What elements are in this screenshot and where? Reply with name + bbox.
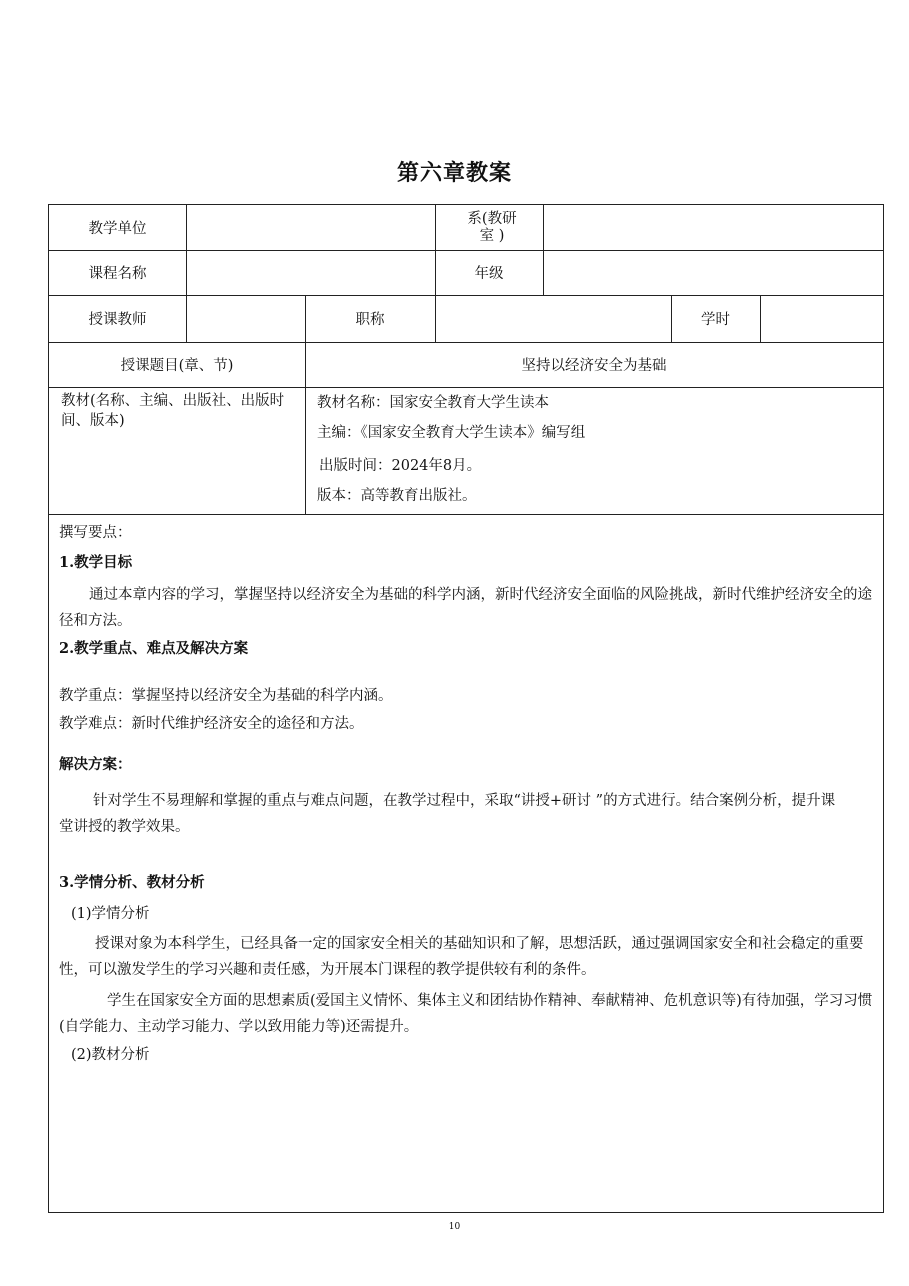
key-point: 教学重点：掌握坚持以经济安全为基础的科学内涵。 [59, 688, 393, 704]
hours-value [760, 295, 883, 342]
rank-value [435, 295, 671, 342]
difficult-point: 教学难点：新时代维护经济安全的途径和方法。 [59, 716, 364, 732]
subsection-1-para-1: 授课对象为本科学生，已经具备一定的国家安全相关的基础知识和了解，思想活跃，通过强调国家安全和社会稳定的重要性，可以激发学生的学习兴趣和责任感，为开展本门课程的教学提供较有利的条件。 [59, 936, 864, 978]
topic-value: 坚持以经济安全为基础 [521, 358, 667, 374]
section-1-text: 通过本章内容的学习，掌握坚持以经济安全为基础的科学内涵，新时代经济安全面临的风险挑战，新时代维护经济安全的途径和方法。 [59, 587, 872, 629]
teacher-label: 授课教师 [88, 312, 147, 328]
page-title: 第六章教案 [396, 160, 512, 186]
teacher-value [186, 295, 305, 342]
topic-label: 授课题目(章、节) [120, 358, 234, 374]
section-3-heading: 3.学情分析、教材分析 [59, 874, 205, 891]
textbook-label: 教材(名称、主编、出版社、出版时间、版本) [61, 393, 285, 429]
textbook-name: 教材名称：国家安全教育大学生读本 [317, 395, 549, 411]
textbook-publisher: 版本：高等教育出版社。 [317, 488, 477, 504]
rank-label: 职称 [355, 312, 385, 328]
course-label: 课程名称 [88, 266, 147, 282]
textbook-date: 出版时间：2024年8月。 [319, 458, 482, 474]
dept-value [543, 205, 883, 250]
lesson-plan-table [48, 204, 884, 1213]
solution-text: 针对学生不易理解和掌握的重点与难点问题，在教学过程中，采取“讲授+研讨 ”的方式进行。结合案例分析，提升课堂讲授的教学效果。 [59, 793, 836, 835]
subsection-1-para-2: 学生在国家安全方面的思想素质(爱国主义情怀、集体主义和团结协作精神、奉献精神、危机意识等)有待加强，学习习惯(自学能力、主动学习能力、学以致用能力等)还需提升。 [59, 993, 873, 1035]
page-number: 10 [448, 1222, 461, 1232]
section-2-heading: 2.教学重点、难点及解决方案 [59, 640, 249, 657]
writing-points-heading: 撰写要点： [59, 525, 132, 541]
unit-label: 教学单位 [88, 221, 147, 237]
section-1-heading: 1.教学目标 [59, 554, 133, 571]
grade-value [543, 250, 883, 295]
subsection-2: (2)教材分析 [71, 1047, 150, 1063]
solution-heading: 解决方案： [59, 756, 132, 773]
dept-label: 系(教研室 ) [467, 210, 517, 244]
unit-value [186, 205, 435, 250]
subsection-1: (1)学情分析 [71, 906, 150, 922]
grade-label: 年级 [474, 266, 504, 282]
textbook-editor: 主编：《国家安全教育大学生读本》编写组 [317, 425, 586, 441]
course-value [186, 250, 435, 295]
hours-label: 学时 [701, 312, 730, 328]
